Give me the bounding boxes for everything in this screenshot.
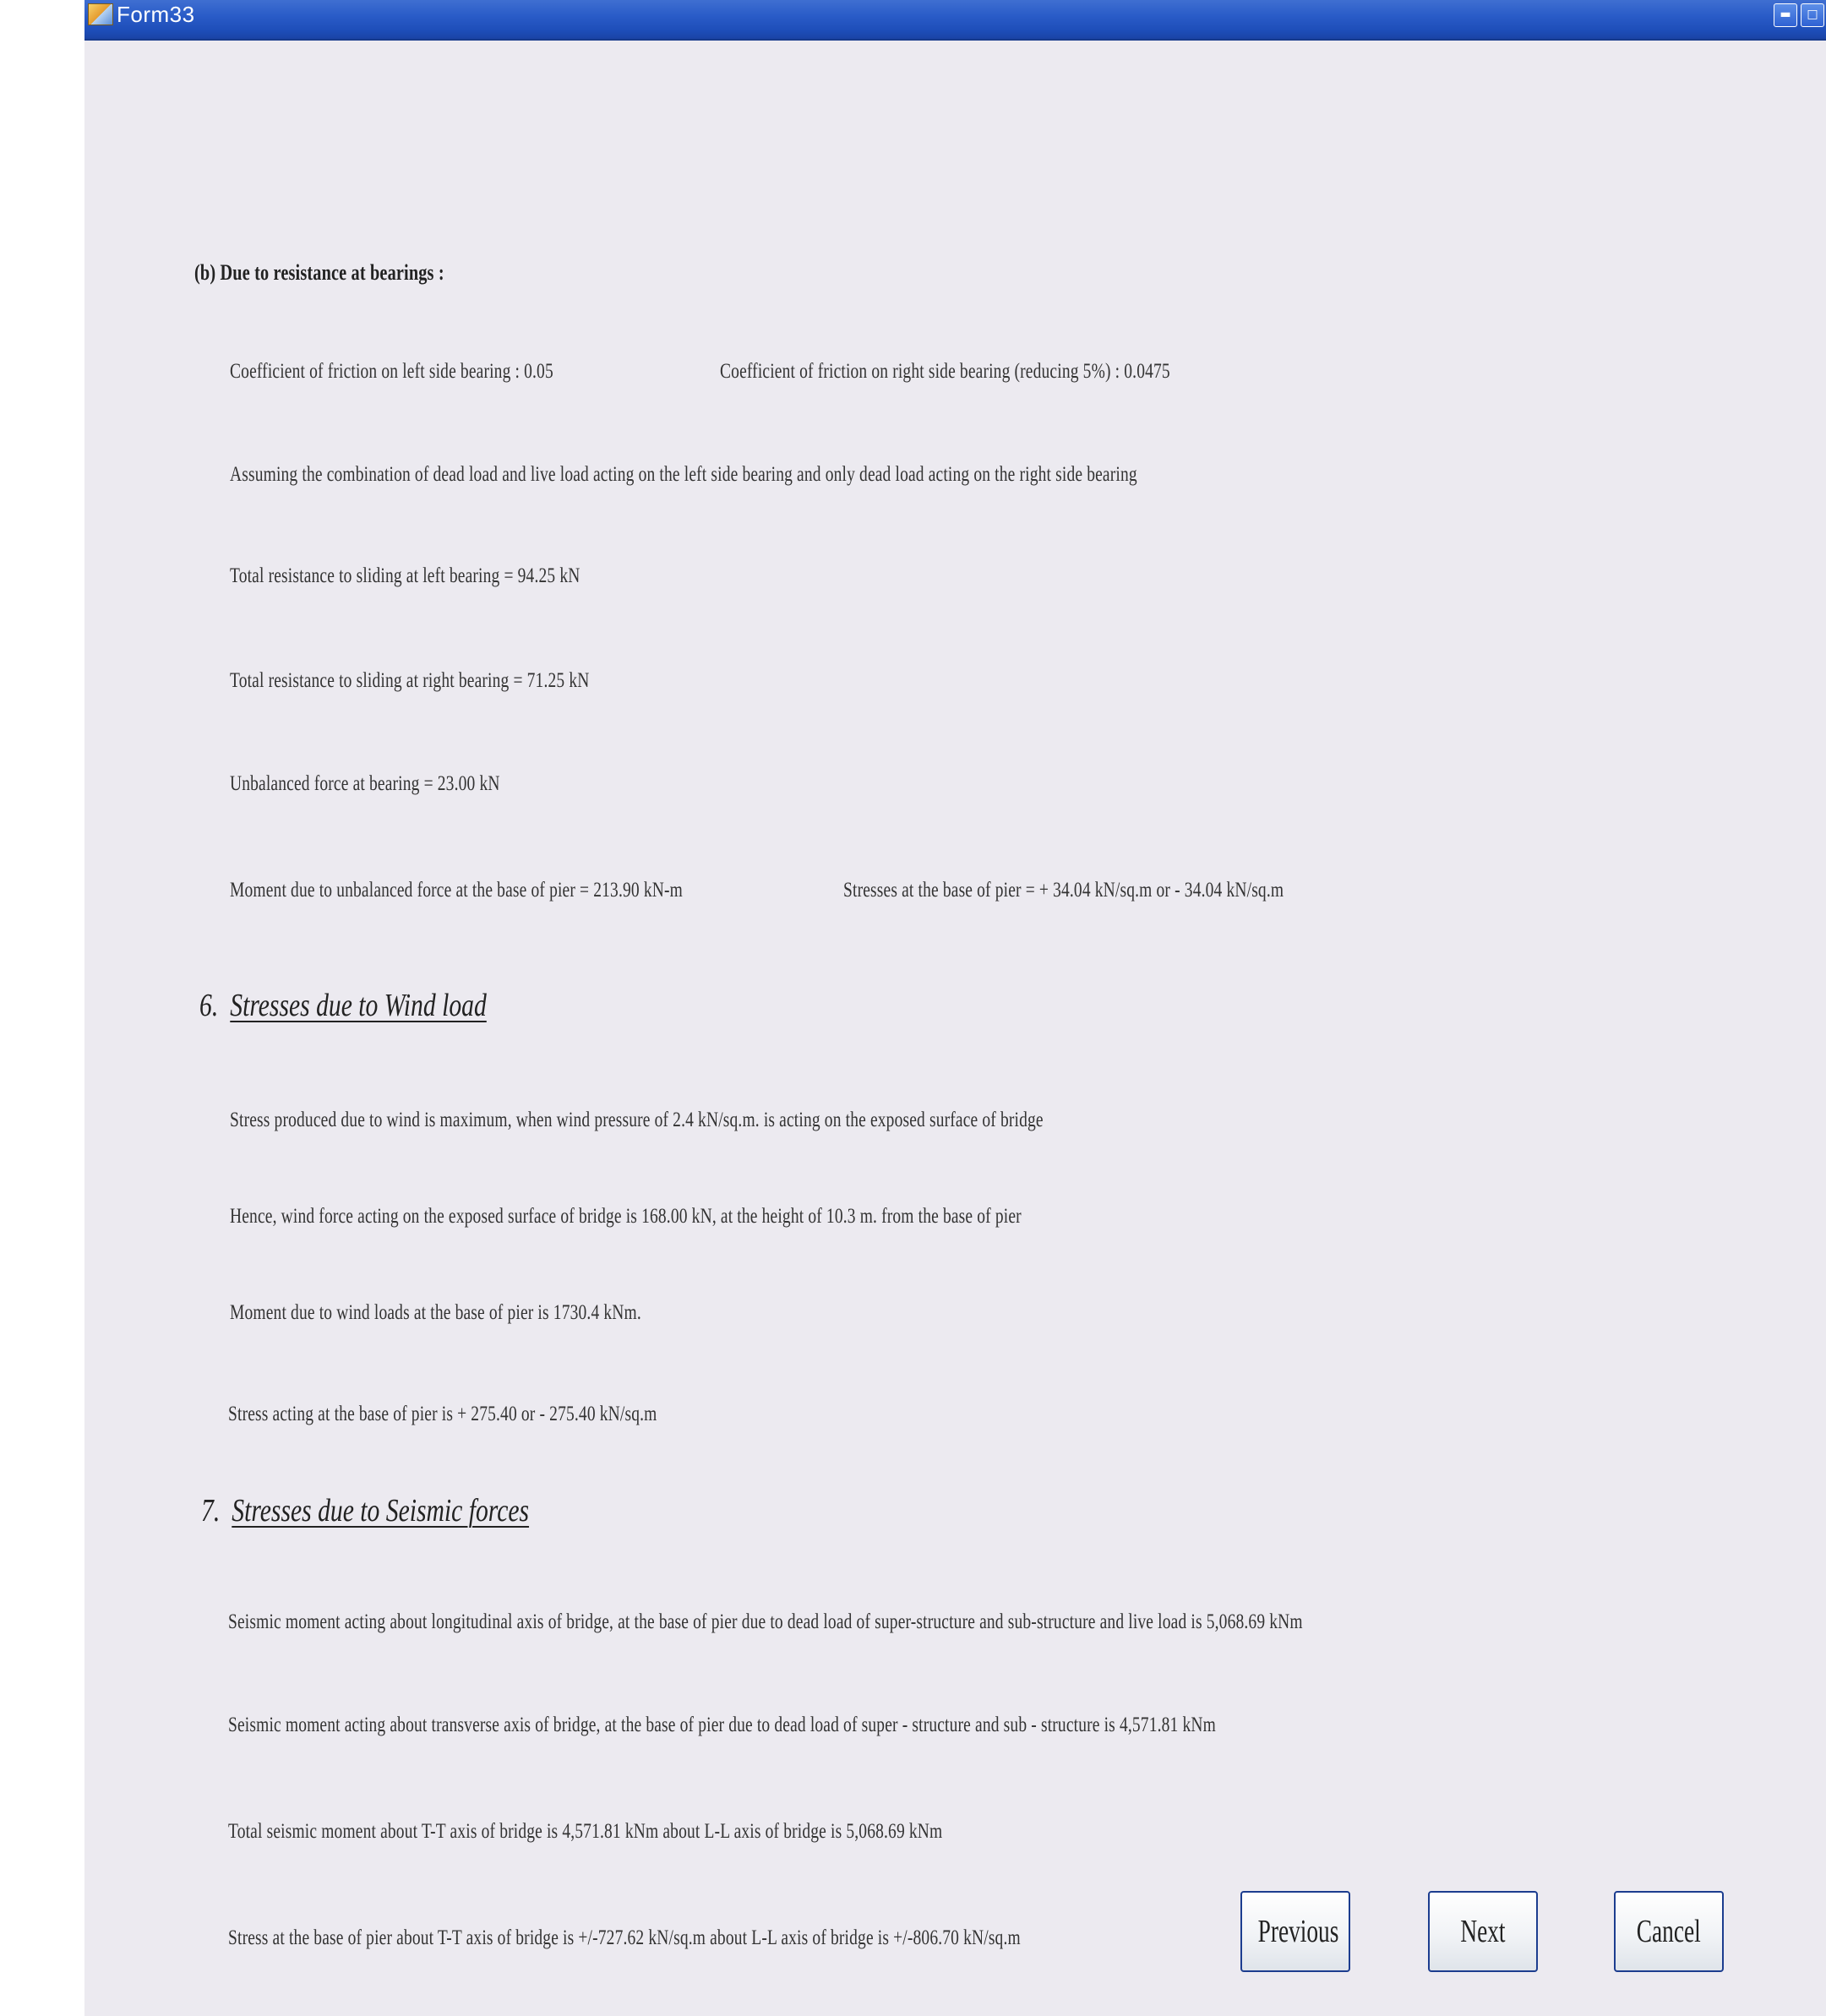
cancel-button[interactable]: [1614, 1891, 1724, 1972]
minimize-icon[interactable]: ▬: [1774, 3, 1797, 27]
resistance-right-text: Total resistance to sliding at right bearing = 71.25 kN: [230, 669, 590, 692]
resistance-left-text: Total resistance to sliding at left bearing = 94.25 kN: [230, 564, 581, 587]
section-6-number: 6.: [199, 988, 219, 1023]
next-button-label: Next: [1460, 1914, 1506, 1949]
form-window: [84, 0, 1826, 2016]
maximize-icon[interactable]: □: [1801, 3, 1824, 27]
form-app-icon[interactable]: [88, 3, 113, 25]
section-7-number: 7.: [201, 1493, 221, 1528]
unbalanced-moment-text: Moment due to unbalanced force at the base of pier = 213.90 kN-m: [230, 879, 683, 902]
cancel-button-label: Cancel: [1637, 1914, 1701, 1949]
wind-line-1: Stress produced due to wind is maximum, when wind pressure of 2.4 kN/sq.m. is acting on the exposed surface of bridge: [230, 1109, 1044, 1131]
previous-button-label: Previous: [1257, 1914, 1339, 1949]
wind-line-3: Moment due to wind loads at the base of pier is 1730.4 kNm.: [230, 1301, 641, 1324]
section-b-heading: (b) Due to resistance at bearings :: [194, 260, 444, 285]
form-content: [84, 39, 1826, 2016]
section-7-heading: [201, 1492, 529, 1529]
seismic-line-2: Seismic moment acting about transverse axis of bridge, at the base of pier due to dead load of super - structure and sub - structure is 4,571.81 kNm: [228, 1714, 1216, 1736]
bearing-stresses-text: Stresses at the base of pier = + 34.04 kN/sq.m or - 34.04 kN/sq.m: [843, 879, 1284, 902]
assumption-text: Assuming the combination of dead load and live load acting on the left side bearing and only dead load acting on the right side bearing: [230, 463, 1137, 486]
seismic-line-4: Stress at the base of pier about T-T axis of bridge is +/-727.62 kN/sq.m about L-L axis of bridge is +/-806.70 kN/sq.m: [228, 1926, 1021, 1949]
window-title: Form33: [117, 2, 195, 27]
seismic-line-1: Seismic moment acting about longitudinal axis of bridge, at the base of pier due to dead load of super-structure and sub-structure and live load is 5,068.69 kNm: [228, 1610, 1303, 1633]
seismic-line-3: Total seismic moment about T-T axis of bridge is 4,571.81 kNm about L-L axis of bridge is 5,068.69 kNm: [228, 1820, 943, 1843]
section-7-title: Stresses due to Seismic forces: [232, 1493, 530, 1528]
title-bar[interactable]: [84, 0, 1826, 41]
wind-line-2: Hence, wind force acting on the exposed surface of bridge is 168.00 kN, at the height of 10.3 m. from the base of pier: [230, 1205, 1022, 1228]
section-6-title: Stresses due to Wind load: [230, 988, 487, 1023]
unbalanced-force-text: Unbalanced force at bearing = 23.00 kN: [230, 772, 500, 795]
section-6-heading: [199, 987, 487, 1024]
friction-right-text: Coefficient of friction on right side bearing (reducing 5%) : 0.0475: [720, 360, 1170, 383]
wind-line-4: Stress acting at the base of pier is + 275.40 or - 275.40 kN/sq.m: [228, 1403, 657, 1425]
friction-left-text: Coefficient of friction on left side bearing : 0.05: [230, 360, 553, 383]
next-button[interactable]: [1428, 1891, 1538, 1972]
previous-button[interactable]: [1240, 1891, 1350, 1972]
